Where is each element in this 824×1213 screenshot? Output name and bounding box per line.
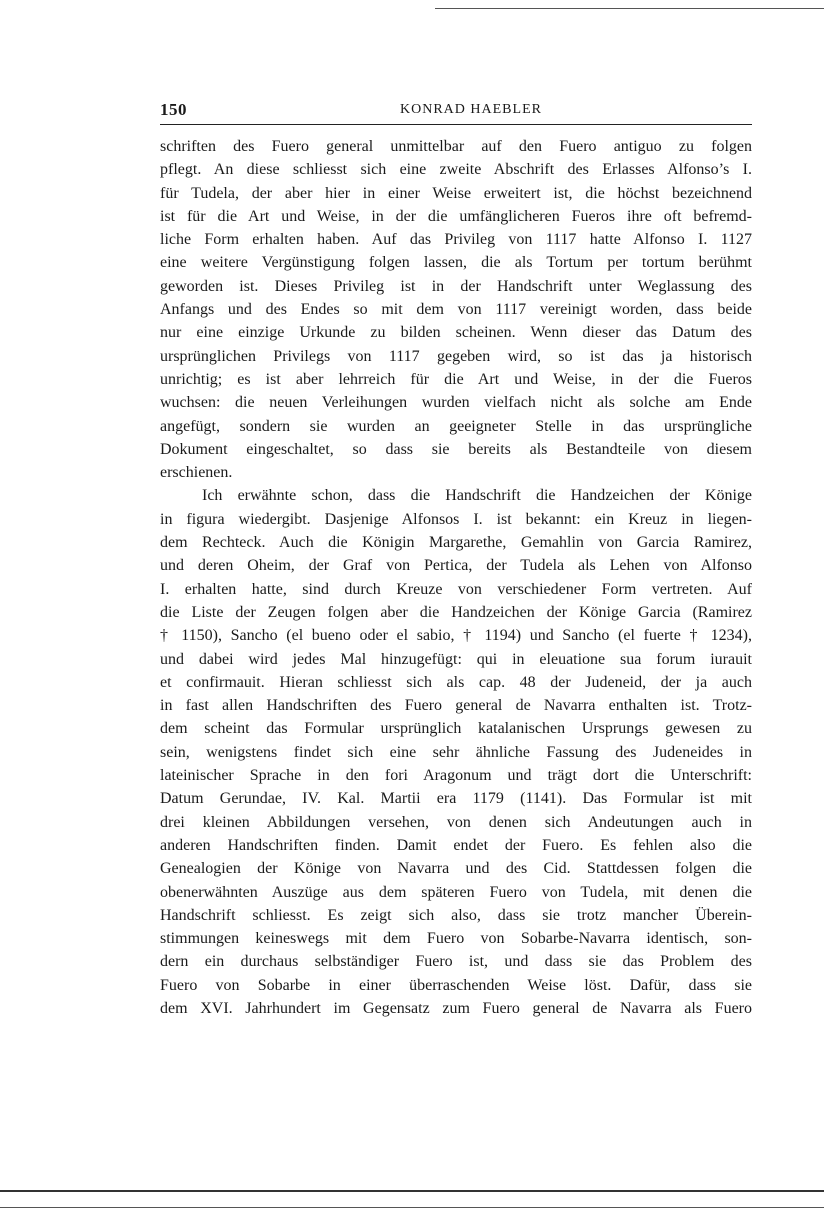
text-line: Dokument eingeschaltet, so dass sie bereits als Bestandteile von diesem <box>160 440 752 458</box>
text-line: in figura wiedergibt. Dasjenige Alfonsos I. ist bekannt: ein Kreuz in liegen- <box>160 510 752 528</box>
text-line: Handschrift schliesst. Es zeigt sich also, dass sie trotz mancher Überein- <box>160 906 752 924</box>
paragraph-2 <box>160 484 752 1020</box>
text-line: stimmungen keineswegs mit dem Fuero von Sobarbe-Navarra identisch, son- <box>160 930 752 948</box>
text-line: pflegt. An diese schliesst sich eine zweite Abschrift des Erlasses Alfonso’s I. <box>160 161 752 179</box>
text-line: liche Form erhalten haben. Auf das Privileg von 1117 hatte Alfonso I. 1127 <box>160 231 752 249</box>
text-line: dern ein durchaus selbständiger Fuero ist, und dass sie das Problem des <box>160 953 752 971</box>
book-page <box>160 96 752 1020</box>
scan-edge-line-bottom <box>0 1190 824 1192</box>
text-line: unrichtig; es ist aber lehrreich für die Art und Weise, in der die Fueros <box>160 370 752 388</box>
page-header <box>160 96 752 125</box>
body-text <box>160 135 752 1020</box>
text-line: dem Rechteck. Auch die Königin Margarethe, Gemahlin von Garcia Ramirez, <box>160 534 752 552</box>
text-line: die Liste der Zeugen folgen aber die Handzeichen der Könige Garcia (Ramirez <box>160 603 752 621</box>
text-line: geworden ist. Dieses Privileg ist in der Handschrift unter Weglassung des <box>160 277 752 295</box>
page-number: 150 <box>160 100 187 119</box>
paragraph-1 <box>160 135 752 484</box>
text-line: Anfangs und des Endes so mit dem von 1117 vereinigt worden, dass beide <box>160 301 752 319</box>
text-line: nur eine einzige Urkunde zu bilden scheinen. Wenn dieser das Datum des <box>160 324 752 342</box>
text-line: anderen Handschriften finden. Damit endet der Fuero. Es fehlen also die <box>160 836 752 854</box>
scan-edge-line-top <box>435 8 824 9</box>
text-line: obenerwähnten Auszüge aus dem späteren Fuero von Tudela, mit denen die <box>160 883 752 901</box>
text-line: et confirmauit. Hieran schliesst sich als cap. 48 der Judeneid, der ja auch <box>160 673 752 691</box>
text-line: dem XVI. Jahrhundert im Gegensatz zum Fuero general de Navarra als Fuero <box>160 999 752 1017</box>
text-line: lateinischer Sprache in den fori Aragonum und trägt dort die Unterschrift: <box>160 767 752 785</box>
text-line: Genealogien der Könige von Navarra und des Cid. Stattdessen folgen die <box>160 860 752 878</box>
running-title: KONRAD HAEBLER <box>400 102 542 117</box>
text-line: erschienen. <box>160 464 233 482</box>
text-line: Datum Gerundae, IV. Kal. Martii era 1179 (1141). Das Formular ist mit <box>160 790 752 808</box>
scan-edge-line-bottom-2 <box>0 1207 824 1208</box>
text-line: schriften des Fuero general unmittelbar auf den Fuero antiguo zu folgen <box>160 138 752 155</box>
text-line: angefügt, sondern sie wurden an geeigneter Stelle in das ursprüngliche <box>160 417 752 435</box>
text-line: ursprünglichen Privilegs von 1117 gegeben wird, so ist das ja historisch <box>160 347 752 365</box>
text-line: dem scheint das Formular ursprünglich katalanischen Ursprungs gewesen zu <box>160 720 752 738</box>
text-line: sein, wenigstens findet sich eine sehr ähnliche Fassung des Judeneides in <box>160 743 752 761</box>
text-line: Fuero von Sobarbe in einer überraschenden Weise löst. Dafür, dass sie <box>160 976 752 994</box>
text-line: in fast allen Handschriften des Fuero general de Navarra enthalten ist. Trotz- <box>160 697 752 715</box>
text-line: und dabei wird jedes Mal hinzugefügt: qui in eleuatione sua forum iurauit <box>160 650 752 668</box>
text-line: drei kleinen Abbildungen versehen, von denen sich Andeutungen auch in <box>160 813 752 831</box>
text-line: I. erhalten hatte, sind durch Kreuze von verschiedener Form vertreten. Auf <box>160 580 752 598</box>
text-line: wuchsen: die neuen Verleihungen wurden vielfach nicht als solche am Ende <box>160 394 752 412</box>
text-line: eine weitere Vergünstigung folgen lassen, die als Tortum per tortum berühmt <box>160 254 752 272</box>
text-line: Ich erwähnte schon, dass die Handschrift die Handzeichen der Könige <box>202 487 752 505</box>
text-line: und deren Oheim, der Graf von Pertica, der Tudela als Lehen von Alfonso <box>160 557 752 575</box>
text-line: für Tudela, der aber hier in einer Weise erweitert ist, die höchst bezeichnend <box>160 184 752 202</box>
text-line: † 1150), Sancho (el bueno oder el sabio, † 1194) und Sancho (el fuerte † 1234), <box>160 627 752 645</box>
text-line: ist für die Art und Weise, in der die umfänglicheren Fueros ihre oft befremd- <box>160 207 752 225</box>
